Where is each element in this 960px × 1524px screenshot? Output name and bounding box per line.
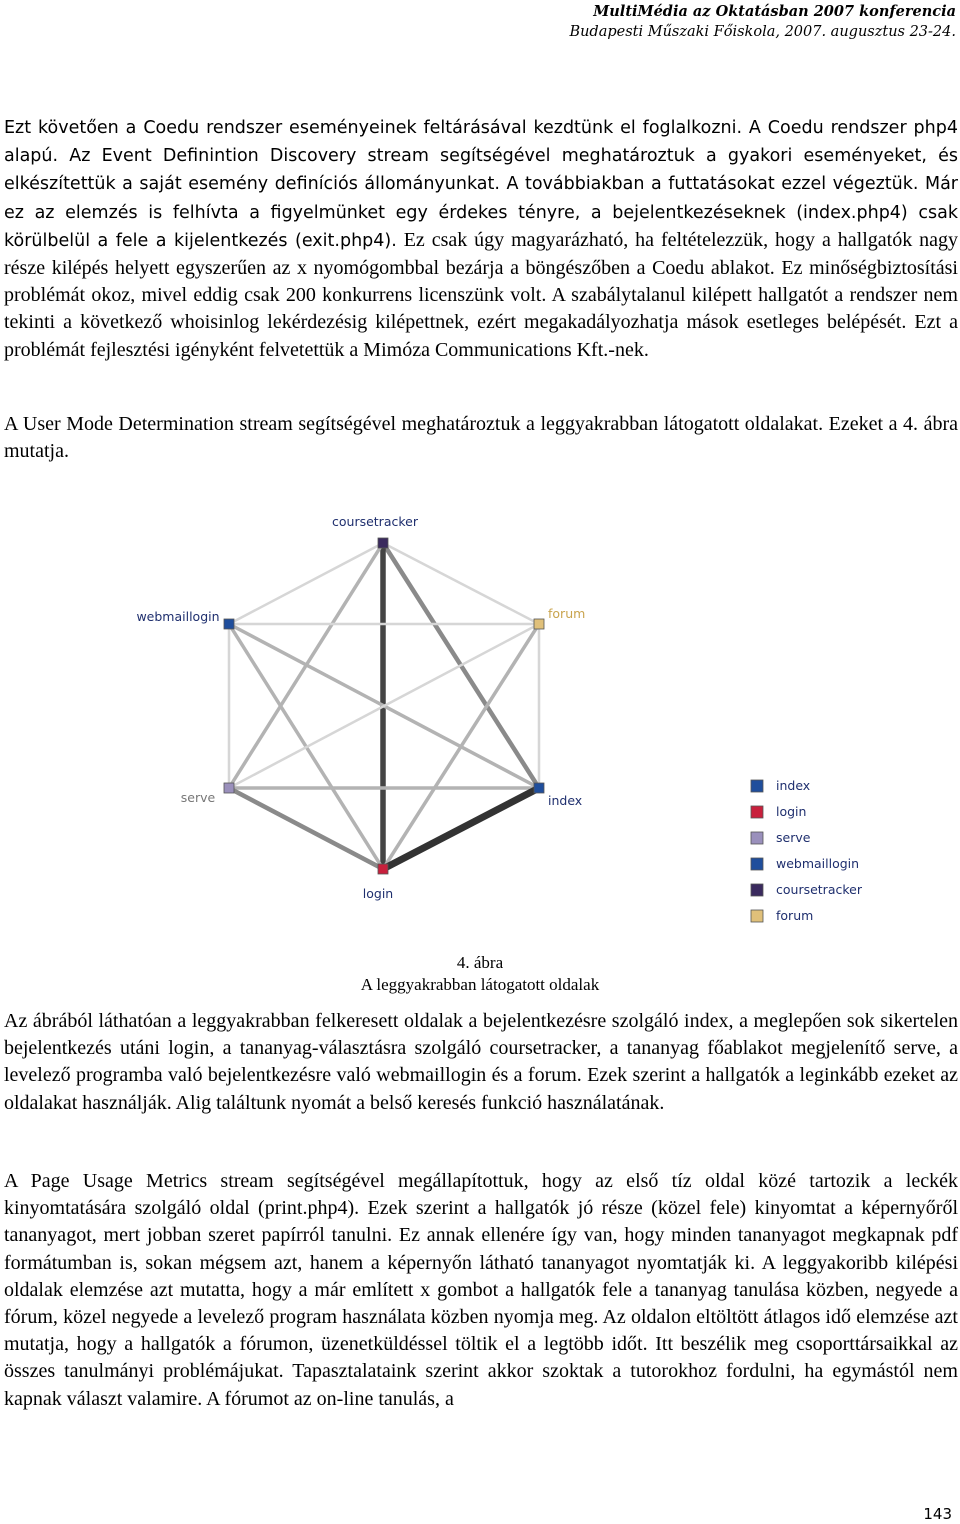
node-serve xyxy=(224,783,234,793)
edge-coursetracker-webmaillogin xyxy=(229,543,383,624)
node-webmaillogin xyxy=(224,619,234,629)
legend-label-forum: forum xyxy=(776,908,814,923)
node-label-serve: serve xyxy=(180,790,216,805)
node-label-login: login xyxy=(362,886,394,901)
legend-swatch-webmaillogin xyxy=(751,858,763,870)
legend-swatch-serve xyxy=(751,832,763,844)
node-label-forum: forum xyxy=(548,606,586,621)
figure-number: 4. ábra xyxy=(456,953,504,972)
node-label-coursetracker: coursetracker xyxy=(332,514,418,529)
edge-index-login xyxy=(383,788,539,869)
node-label-index: index xyxy=(548,793,583,808)
legend-label-index: index xyxy=(776,778,811,793)
legend-swatch-coursetracker xyxy=(751,884,763,896)
legend-label-login: login xyxy=(776,804,807,819)
legend-label-coursetracker: coursetracker xyxy=(776,882,862,897)
paragraph-2: A User Mode Determination stream segítségével meghatároztuk a leggyakrabban látogatott oldalakat. Ezeket a 4. ábra mutatja. xyxy=(4,413,958,463)
node-label-webmaillogin: webmaillogin xyxy=(136,609,220,624)
figure-caption: A leggyakrabban látogatott oldalak xyxy=(360,975,600,994)
legend-label-serve: serve xyxy=(776,830,811,845)
paragraph-1 xyxy=(4,114,958,364)
conference-header xyxy=(569,2,956,42)
page-network-graph xyxy=(0,500,960,940)
legend-swatch-login xyxy=(751,806,763,818)
legend-swatch-index xyxy=(751,780,763,792)
paragraph-4: A Page Usage Metrics stream segítségével megállapítottuk, hogy az első tíz oldal közé tartozik a leckék kinyomtatására szolgáló oldal (print.php4). Ezek szerint a hallgatók jó része (közel fele) kinyomtat a képernyőről tananyagot, mert jobban szeret papírról tanulni. Ez annak ellenére így van, hogy minden tananyagot megkapnak pdf formátumban is, sokan mégsem azt, hanem a képernyőn látható tananyagot nyomtatják ki. A leggyakoribb kilépési oldalak elemzése azt mutatta, hogy a már említett x gombot a hallgatók fele a tananyag tanulása közben, negyede a fórum, közel negyede a levelező program használata közben nyomja meg. Az oldalon eltöltött átlagos idő elemzése azt mutatja, hogy a hallgatók a fórumon, üzenetküldéssel töltik el a legtöbb időt. Itt beszélik meg csoporttársaikkal az összes tanulmányi problémájukat. Tapasztalataink szerint akkor szoktak a tutorokhoz fordulni, ha egymástól nem kapnak választ valamire. A fórumot az on-line tanulás, a xyxy=(4,1170,958,1410)
legend-swatch-forum xyxy=(751,910,763,922)
node-login xyxy=(378,864,388,874)
node-forum xyxy=(534,619,544,629)
paragraph-1-sans: Ezt követően a Coedu rendszer eseményeinek feltárásával kezdtünk el foglalkozni. A Coedu rendszer php4 alapú. Az Event Definintion Discovery stream segítségével meghatároztuk a gyakori eseményeket, és elkészítettük a saját esemény definíciós állományunkat. A továbbiakban a futtatásokat ezzel végeztük. Már ez az elemzés is felhívta a figyelmünket egy érdekes tényre, a bejelentkezéseknek (index.php4) csak körülbelül a fele a kijelentkezés (exit.php4). xyxy=(4,118,958,251)
legend-label-webmaillogin: webmaillogin xyxy=(776,856,860,871)
conference-venue: Budapesti Műszaki Főiskola, 2007. augusztus 23-24. xyxy=(569,24,956,40)
paragraph-3: Az ábrából láthatóan a leggyakrabban felkeresett oldalak a bejelentkezésre szolgáló index, a meglepően sok sikertelen bejelentkezés utáni login, a tananyag-választásra szolgáló coursetracker, a tananyag főablakot megjelenítő serve, a levelező programba való bejelentkezésre való webmaillogin és a forum. Ezek szerint a hallgatók a leginkább ezeket az oldalakat használják. Alig találtunk nyomát a belső keresés funkció használatának. xyxy=(4,1010,958,1114)
node-index xyxy=(534,783,544,793)
conference-title: MultiMédia az Oktatásban 2007 konferencia xyxy=(593,3,956,20)
paragraph-1-serif: Ez csak úgy magyarázható, ha feltételezzük, hogy a hallgatók nagy része kilépés helyett egyszerűen az x nyomógombbal bezárja a böngészőben a Coedu ablakot. Ez minőségbiztosítási problémát okoz, mivel eddig csak 200 konkurrens licenszünk volt. A szabálytalanul kilépett hallgatót a rendszer nem tekinti a következő whoisinlog lekérdezésig kilépettnek, ezért megakadályozhatja mások esetleges belépését. Ezt a problémát fejlesztési igényként felvetettük a Mimóza Communications Kft.-nek. xyxy=(4,228,958,361)
page-number: 143 xyxy=(923,1505,952,1523)
edge-serve-login xyxy=(229,788,383,869)
node-coursetracker xyxy=(378,538,388,548)
